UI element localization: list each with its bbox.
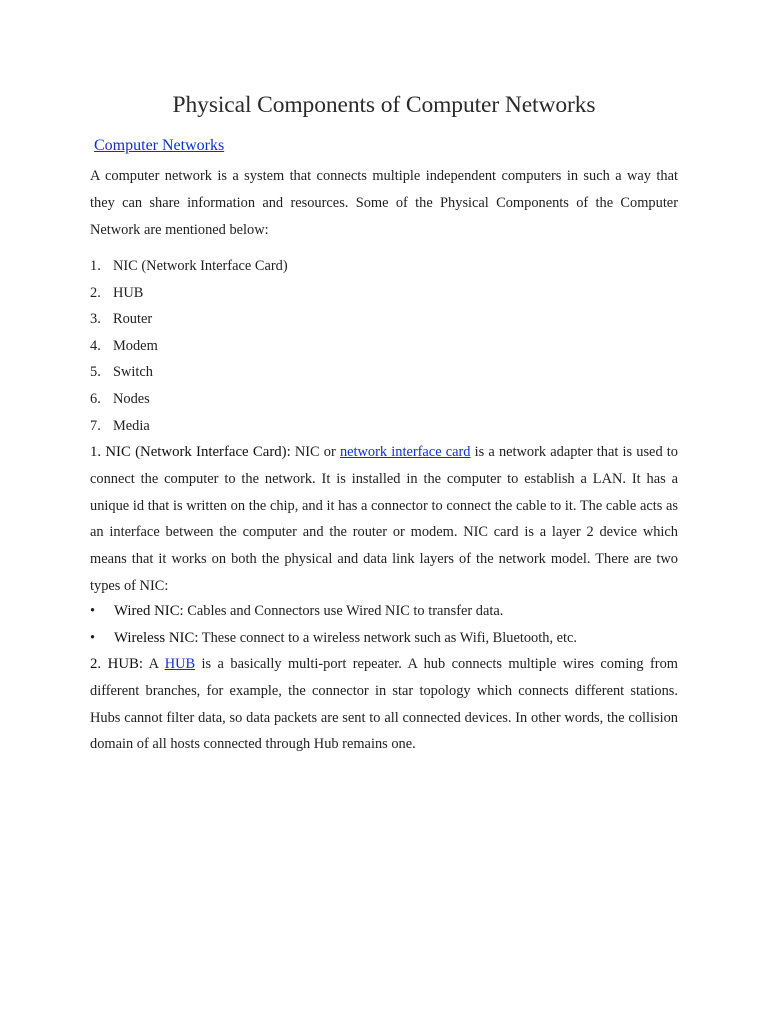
list-item-label: HUB (113, 284, 144, 301)
list-item (90, 386, 288, 413)
list-item (90, 598, 577, 625)
list-number: 2. (90, 284, 101, 301)
hub-heading: 2. HUB: (90, 656, 143, 672)
nic-type-desc: These connect to a wireless network such as Wifi, Bluetooth, etc. (198, 629, 578, 646)
nic-type-term: Wireless NIC: (114, 629, 199, 646)
list-item-label: NIC (Network Interface Card) (113, 258, 288, 274)
components-list (90, 253, 288, 439)
nic-heading: 1. NIC (Network Interface Card): (90, 444, 291, 460)
list-number: 7. (90, 417, 101, 434)
list-item (90, 625, 577, 652)
page-title: Physical Components of Computer Networks (172, 92, 596, 118)
list-item-label: Nodes (113, 390, 150, 407)
list-number: 1. (90, 258, 101, 274)
list-item-label: Switch (113, 364, 153, 381)
hub-text-post: is a basically multi-port repeater. A hub connects multiple wires coming from different branches, for example, the connector in star topology which connects different stations. Hubs cannot filter data, so data packets are sent to all connected devices. In other words, the collision domain of all hosts connected through Hub remains one. (90, 656, 678, 753)
list-number: 3. (90, 311, 101, 328)
nic-type-desc: Cables and Connectors use Wired NIC to transfer data. (183, 603, 504, 619)
hub-text-pre: A (143, 656, 165, 672)
network-interface-card-link[interactable]: network interface card (339, 444, 471, 460)
computer-networks-link[interactable]: Computer Networks (94, 137, 225, 154)
nic-types-list (90, 598, 577, 651)
nic-paragraph (90, 439, 678, 600)
list-item (90, 413, 288, 440)
intro-paragraph: A computer network is a system that connects multiple independent computers in such a way that they can share information and resources. Some of the Physical Components of the Computer Network are mentioned below: (90, 168, 678, 238)
list-item (90, 359, 288, 386)
list-item (90, 253, 288, 280)
bullet-icon: • (90, 603, 96, 619)
bullet-icon: • (90, 629, 96, 646)
list-item (90, 280, 288, 307)
hub-link[interactable]: HUB (164, 656, 196, 672)
list-number: 5. (90, 364, 101, 381)
nic-type-term: Wired NIC: (114, 603, 184, 619)
nic-text-pre: NIC or (290, 444, 340, 460)
list-number: 4. (90, 337, 101, 354)
list-item (90, 306, 288, 333)
hub-paragraph (90, 651, 678, 758)
list-item-label: Router (113, 311, 153, 328)
nic-text-post: is a network adapter that is used to connect the computer to the network. It is installed in the computer to establish a LAN. It has a unique id that is written on the chip, and it has a connector to connect the cable to it. The cable acts as an interface between the computer and the router or modem. NIC card is a layer 2 device which means that it works on both the physical and data link layers of the network model. There are two types of NIC: (90, 444, 678, 594)
list-item-label: Modem (113, 337, 158, 354)
list-item-label: Media (113, 417, 150, 434)
list-item (90, 333, 288, 360)
list-number: 6. (90, 390, 101, 407)
